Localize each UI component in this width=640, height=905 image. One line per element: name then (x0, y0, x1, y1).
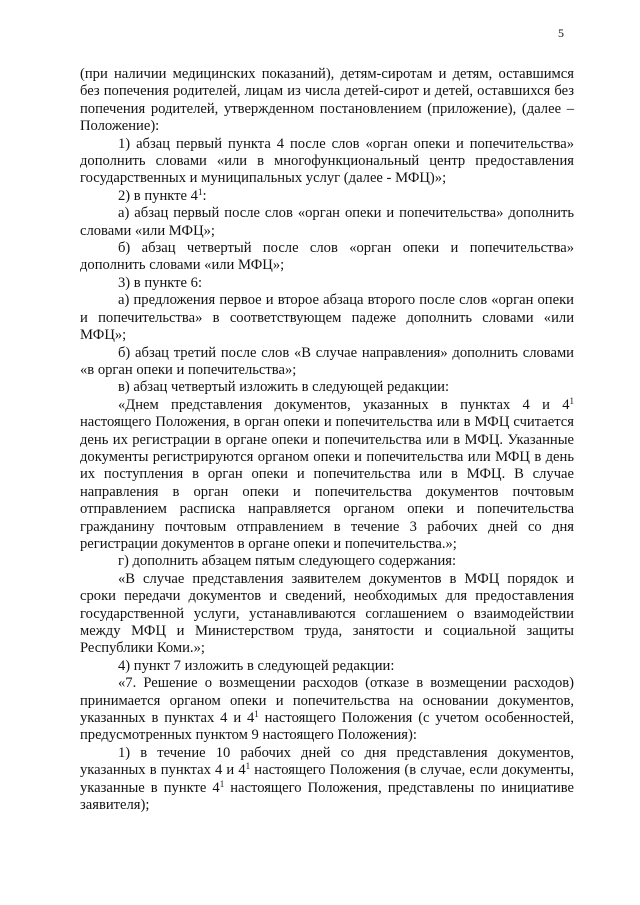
page-number: 5 (558, 26, 564, 40)
paragraph-text: : (202, 187, 207, 204)
paragraph-text: а) предложения первое и второе абзаца второго после слов «орган опеки и попечительства» в соответствующем падеже дополнить словами «или МФЦ»; (80, 292, 574, 344)
paragraph-text: «Днем представления документов, указанных в пунктах 4 и 4 (118, 396, 570, 413)
paragraph-text: настоящего Положения (с учетом особенностей, предусмотренных пунктом 9 настоящего Положения): (80, 710, 574, 744)
superscript: 1 (245, 761, 251, 772)
paragraph-text: б) абзац третий после слов «В случае направления» дополнить словами «в орган опеки и попечительства»; (80, 344, 574, 378)
superscript: 1 (569, 395, 574, 406)
paragraph-text: б) абзац четвертый после слов «орган опеки и попечительства» дополнить словами «или МФЦ»; (80, 240, 574, 274)
paragraph (80, 205, 574, 240)
superscript: 1 (219, 778, 225, 789)
paragraph (80, 745, 574, 815)
paragraph-text: настоящего Положения, представлены по инициативе заявителя); (80, 779, 574, 814)
paragraph-text: г) дополнить абзацем пятым следующего содержания: (118, 553, 457, 570)
paragraph (80, 553, 574, 570)
paragraph-text: (при наличии медицинских показаний), детям-сиротам и детям, оставшимся без попечения родителей, лицам из числа детей-сирот и детей, оставшихся без попечения родителей, утвержденном постановлением (приложение), (далее – Положение): (80, 66, 574, 135)
paragraph (80, 275, 574, 292)
paragraph (80, 658, 574, 675)
paragraph (80, 345, 574, 380)
superscript: 1 (197, 186, 203, 197)
paragraph (80, 66, 574, 136)
paragraph-text: 1) в течение 10 рабочих дней со дня представления документов, указанных в пунктах 4 и 4 (80, 744, 574, 779)
paragraph (80, 397, 574, 554)
paragraph (80, 571, 574, 658)
paragraph-text: 4) пункт 7 изложить в следующей редакции: (118, 657, 395, 674)
paragraph-text: в) абзац четвертый изложить в следующей редакции: (118, 379, 450, 396)
paragraph (80, 675, 574, 745)
paragraph-text: «В случае представления заявителем документов в МФЦ порядок и сроки передачи документов и сведений, необходимых для предоставления государственной услуги, устанавливаются соглашением о взаимодействии между МФЦ и Министерством труда, занятости и социальной защиты Республики Коми.»; (80, 570, 574, 657)
paragraph (80, 292, 574, 344)
paragraph (80, 240, 574, 275)
paragraph (80, 136, 574, 188)
superscript: 1 (254, 709, 259, 720)
paragraph-text: а) абзац первый после слов «орган опеки и попечительства» дополнить словами «или МФЦ»; (80, 205, 574, 239)
paragraph (80, 188, 574, 205)
paragraph-text: 1) абзац первый пункта 4 после слов «орган опеки и попечительства» дополнить словами «или в многофункциональный центр предоставления государственных и муниципальных услуг (далее - МФЦ)»; (80, 135, 574, 187)
paragraph-text: настоящего Положения, в орган опеки и попечительства или в МФЦ считается день их регистрации в органе опеки и попечительства или в МФЦ. Указанные документы регистрируются органом опеки и попечительства или МФЦ в день их поступления в орган опеки и попечительства или в МФЦ. В случае направления в орган опеки и попечительства документов почтовым отправлением расписка направляется органом опеки и попечительства гражданину почтовым отправлением в течение 3 рабочих дней со дня регистрации документов в органе опеки и попечительства.»; (80, 414, 574, 552)
paragraph-text: «7. Решение о возмещении расходов (отказе в возмещении расходов) принимается органом опеки и попечительства на основании документов, указанных в пунктах 4 и 4 (80, 675, 574, 727)
paragraph-text: 3) в пункте 6: (118, 274, 203, 291)
paragraph (80, 379, 574, 396)
document-body (80, 66, 574, 814)
paragraph-text: 2) в пункте 4 (118, 187, 198, 204)
paragraph-text: настоящего Положения (в случае, если документы, указанные в пункте 4 (80, 762, 574, 796)
